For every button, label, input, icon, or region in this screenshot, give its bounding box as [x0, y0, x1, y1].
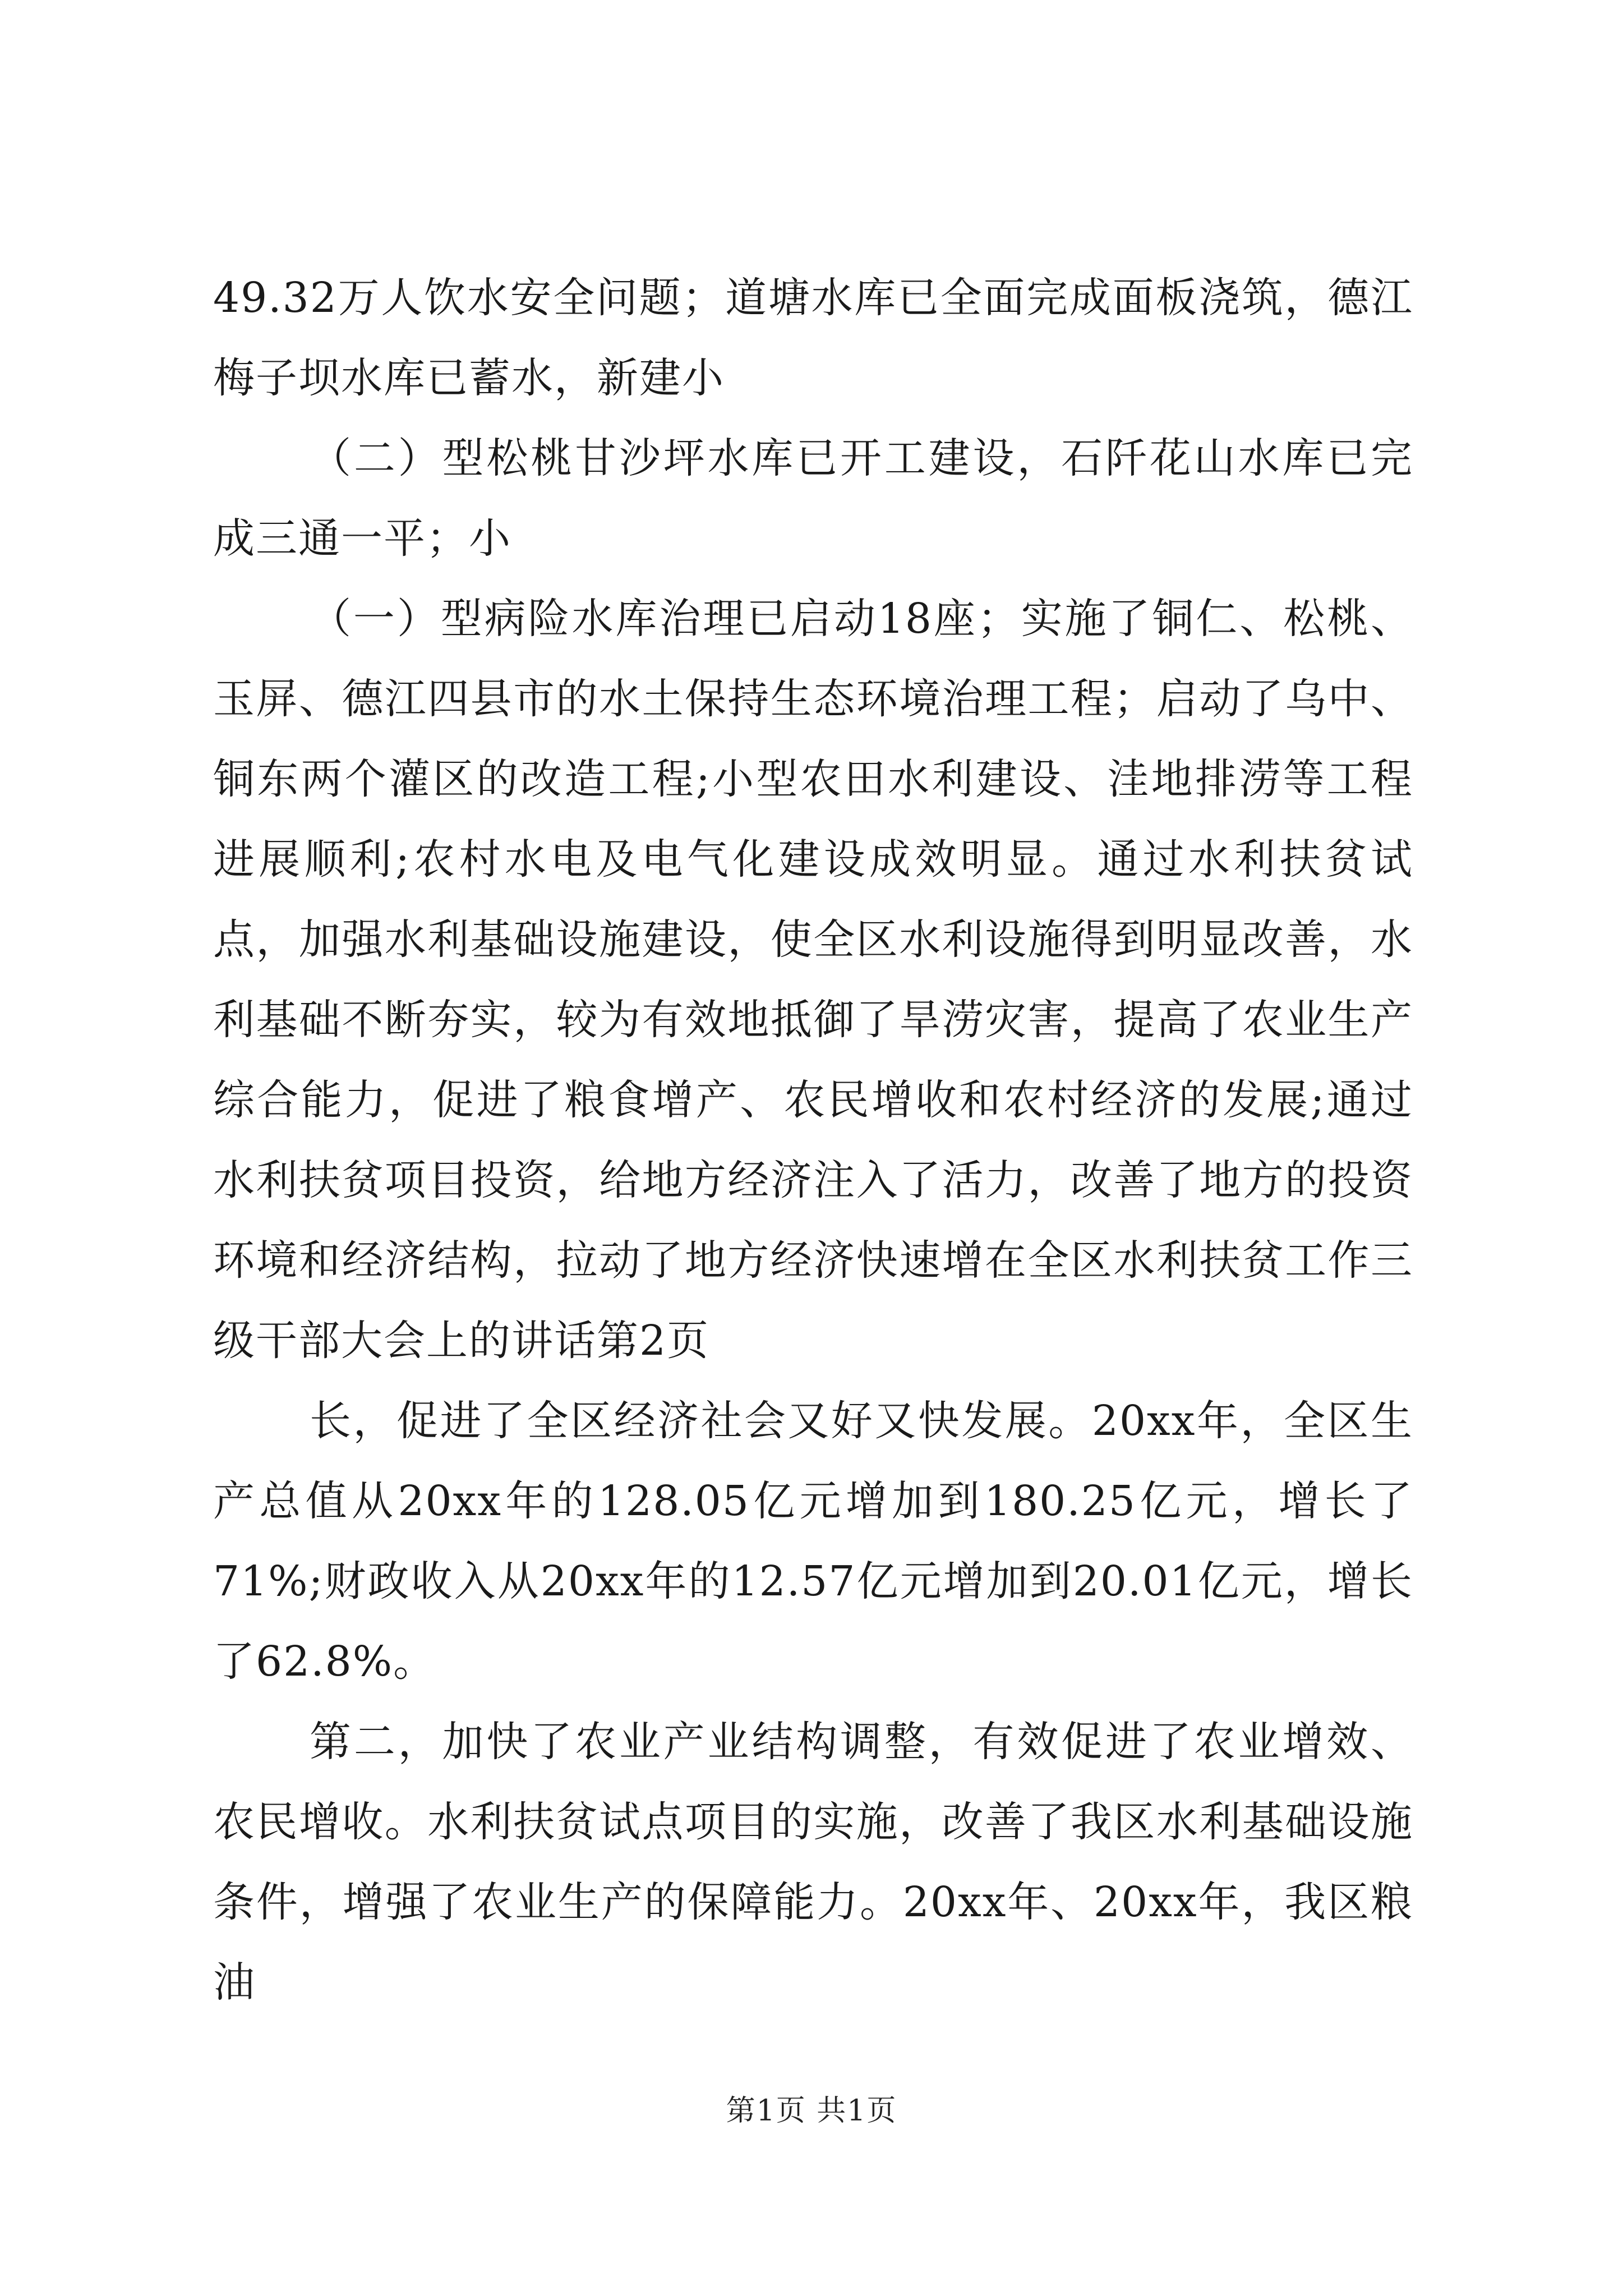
paragraph-1: 49.32万人饮水安全问题；道塘水库已全面完成面板浇筑，德江梅子坝水库已蓄水，新建小 [213, 274, 1413, 402]
page-footer: 第1页 共1页 [726, 2094, 897, 2128]
paragraph-3: （一）型病险水库治理已启动18座；实施了铜仁、松桃、玉屏、德江四县市的水土保持生态环境治理工程；启动了乌中、铜东两个灌区的改造工程;小型农田水利建设、洼地排涝等工程进展顺利;农村水电及电气化建设成效明显。通过水利扶贫试点，加强水利基础设施建设，使全区水利设施得到明显改善，水利基础不断夯实，较为有效地抵御了旱涝灾害，提高了农业生产综合能力，促进了粮食增产、农民增收和农村经济的发展;通过水利扶贫项目投资，给地方经济注入了活力，改善了地方的投资环境和经济结构，拉动了地方经济快速增在全区水利扶贫工作三级干部大会上的讲话第2页 [213, 595, 1413, 1365]
paragraph-5: 第二，加快了农业产业结构调整，有效促进了农业增效、农民增收。水利扶贫试点项目的实施，改善了我区水利基础设施条件，增强了农业生产的保障能力。20xx年、20xx年，我区粮油 [213, 1718, 1413, 2007]
paragraph-4: 长，促进了全区经济社会又好又快发展。20xx年，全区生产总值从20xx年的128.05亿元增加到180.25亿元，增长了71%;财政收入从20xx年的12.57亿元增加到20.01亿元，增长了62.8%。 [213, 1397, 1413, 1686]
document-body [213, 258, 1413, 2023]
paragraph-2: （二）型松桃甘沙坪水库已开工建设，石阡花山水库已完成三通一平；小 [213, 434, 1413, 563]
